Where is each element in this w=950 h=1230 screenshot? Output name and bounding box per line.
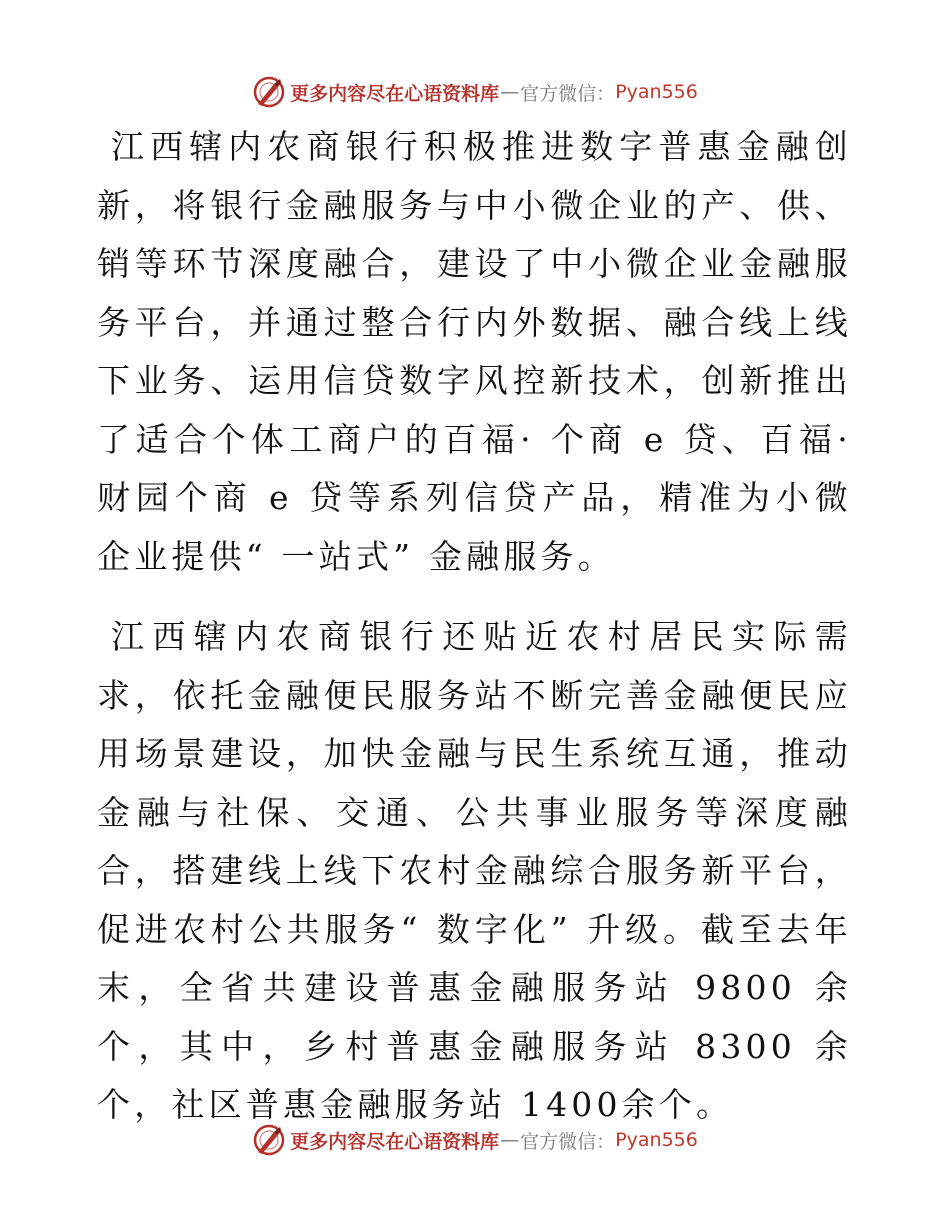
watermark-dash: — bbox=[500, 81, 520, 103]
watermark-wechat-id: Pyan556 bbox=[615, 1129, 698, 1151]
watermark-text: 更多内容尽在心语资料库 bbox=[290, 1130, 500, 1153]
paragraph-digital-inclusive-finance: 江西辖内农商银行积极推进数字普惠金融创新，将银行金融服务与中小微企业的产、供、销等环节深度融合，建设了中小微企业金融服务平台，并通过整合行内外数据、融合线上线下业务、运用信贷数字风控新技术，创新推出了适合个体工商户的百福· 个商 e 贷、百福· 财园个商 e 贷等系列信贷产品，精准为小微企业提供“ 一站式” 金融服务。 bbox=[97, 127, 852, 576]
document-body bbox=[97, 118, 852, 1135]
quill-seal-icon bbox=[252, 1123, 286, 1157]
header-watermark bbox=[0, 72, 950, 112]
watermark-wechat-id: Pyan556 bbox=[615, 81, 698, 103]
watermark-wechat-label: 官方微信： bbox=[520, 82, 616, 105]
watermark-wechat-label: 官方微信： bbox=[520, 1130, 616, 1153]
quill-seal-icon bbox=[252, 75, 286, 109]
watermark-text: 更多内容尽在心语资料库 bbox=[290, 82, 500, 105]
footer-watermark bbox=[0, 1120, 950, 1160]
watermark-dash: — bbox=[500, 1129, 520, 1151]
paragraph-service-stations: 江西辖内农商银行还贴近农村居民实际需求，依托金融便民服务站不断完善金融便民应用场景建设，加快金融与民生系统互通，推动金融与社保、交通、公共事业服务等深度融合，搭建线上线下农村金融综合服务新平台，促进农村公共服务“ 数字化” 升级。截至去年末，全省共建设普惠金融服务站 9800 余个，其中，乡村普惠金融服务站 8300 余个，社区普惠金融服务站 1400余个。 bbox=[97, 617, 852, 1124]
